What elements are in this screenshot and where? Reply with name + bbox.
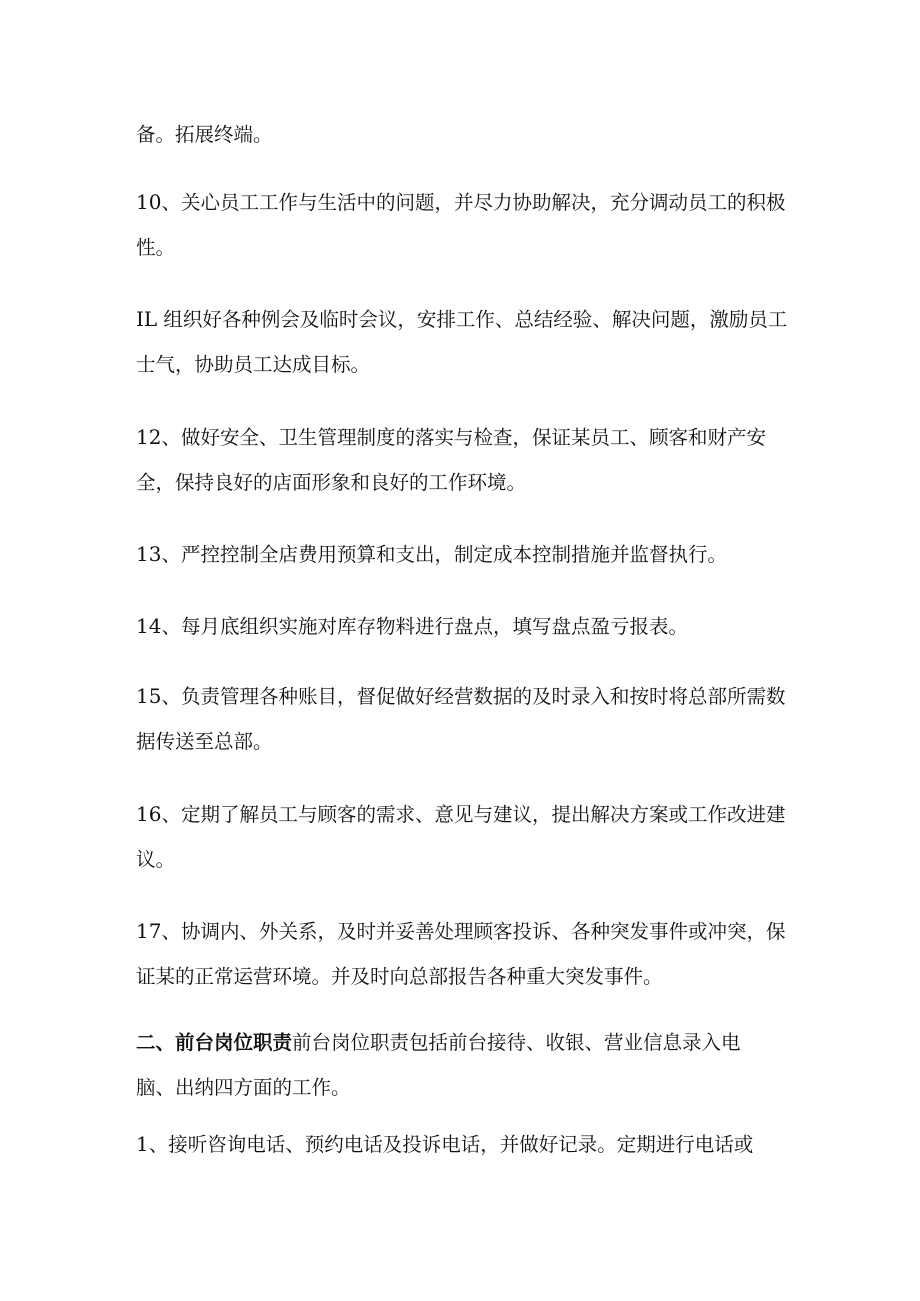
paragraph-17: [136, 909, 796, 999]
paragraph-text: 备。拓展终端。: [136, 123, 273, 146]
paragraph-number: 13: [136, 542, 162, 566]
paragraph-text: 、做好安全、卫生管理制度的落实与检查，保证某员工、顾客和财产安全，保持良好的店面形象和良好的工作环境。: [136, 426, 766, 494]
paragraph-10: [136, 180, 796, 270]
paragraph-number: 16: [136, 802, 162, 826]
paragraph-text: 、接听咨询电话、预约电话及投诉电话，并做好记录。定期进行电话或: [148, 1133, 754, 1156]
paragraph-text: 组织好各种例会及临时会议，安排工作、总结经验、解决问题，激励员工士气，协助员工达成目标。: [136, 308, 788, 376]
section-front-desk: [136, 1020, 776, 1110]
section-text: 前台岗位职责包括前台接待、收银、营业信息录入电脑、出纳四方面的工作。: [136, 1031, 741, 1099]
paragraph-text: 、严控控制全店费用预算和支出，制定成本控制措施并监督执行。: [161, 543, 727, 566]
paragraph-number: 10: [136, 190, 162, 214]
paragraph-16: [136, 792, 796, 882]
paragraph-number: 14: [136, 614, 162, 638]
paragraph-text: 、协调内、外关系，及时并妥善处理顾客投诉、各种突发事件或冲突，保证某的正常运营环境。并及时向总部报告各种重大突发事件。: [136, 920, 786, 988]
paragraph-number: IL: [136, 307, 158, 331]
paragraph-15: [136, 674, 796, 764]
paragraph-1: [136, 1122, 796, 1167]
paragraph-11: [136, 297, 796, 387]
section-heading: 二、前台岗位职责: [136, 1031, 293, 1054]
paragraph-continuation: [136, 112, 796, 157]
paragraph-text: 、定期了解员工与顾客的需求、意见与建议，提出解决方案或工作改进建议。: [136, 803, 786, 871]
paragraph-number: 1: [136, 1132, 149, 1156]
paragraph-text: 、负责管理各种账目，督促做好经营数据的及时录入和按时将总部所需数据传送至总部。: [136, 685, 786, 753]
paragraph-13: [136, 532, 796, 577]
paragraph-text: 、每月底组织实施对库存物料进行盘点，填写盘点盈亏报表。: [161, 615, 688, 638]
paragraph-14: [136, 604, 796, 649]
paragraph-text: 、关心员工工作与生活中的问题，并尽力协助解决，充分调动员工的积极性。: [136, 191, 786, 259]
paragraph-number: 17: [136, 919, 162, 943]
paragraph-12: [136, 415, 796, 505]
paragraph-number: 12: [136, 425, 162, 449]
paragraph-number: 15: [136, 684, 162, 708]
